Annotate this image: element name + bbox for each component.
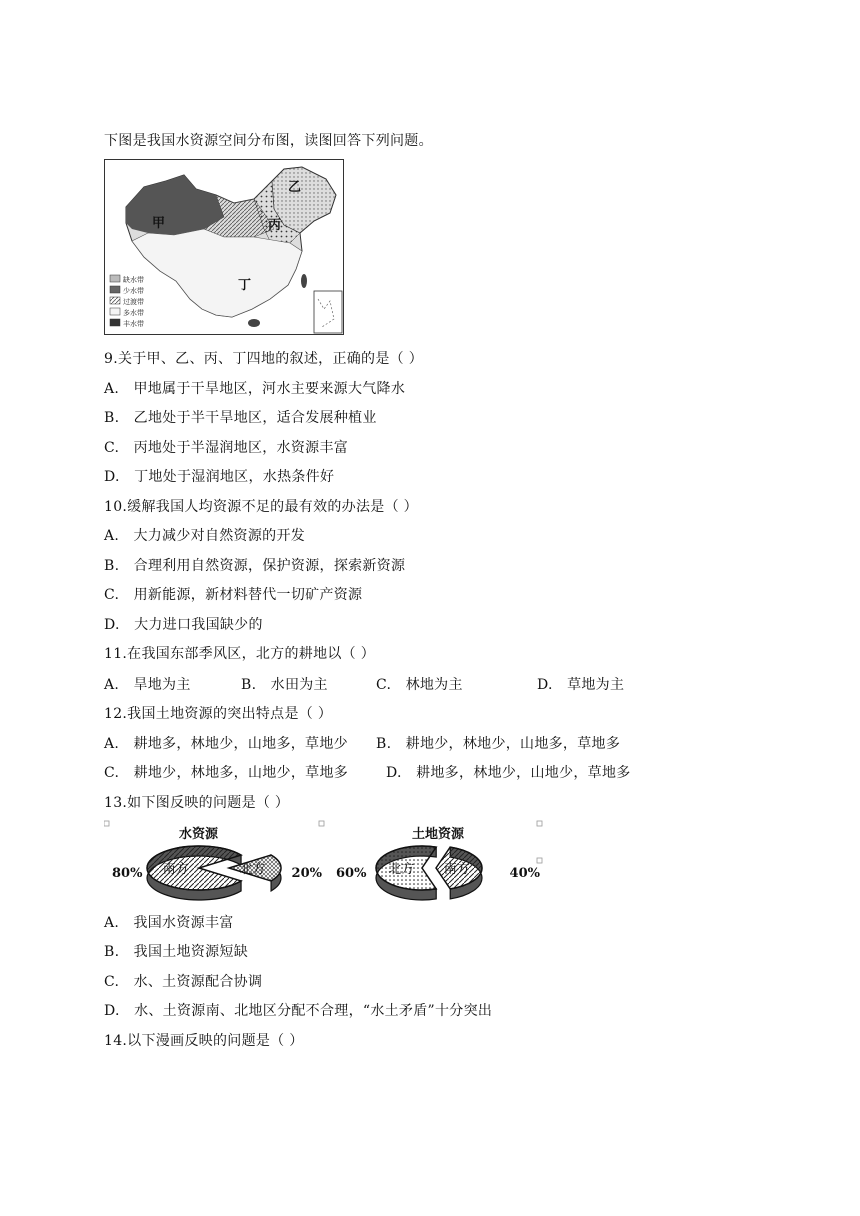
pie2-value-label-1: 40% [509,866,540,881]
pie2-category-label-0: 北方 [388,862,415,877]
q12-stem: 12.我国土地资源的突出特点是（ ） [104,706,333,722]
q14-stem: 14.以下漫画反映的问题是（ ） [104,1033,304,1049]
q12-option-a: A. 耕地多，林地少，山地多，草地少 [104,736,348,752]
legend-label-4: 丰水带 [123,320,144,328]
q10-option-c: C. 用新能源，新材料替代一切矿产资源 [104,587,363,603]
q13-option-c: C. 水、土资源配合协调 [104,974,263,990]
pie-water [112,846,323,900]
pie2-category-label-1: 南方 [443,862,470,877]
q11-option-c: C. 林地为主 [376,677,463,693]
legend-label-3: 多水带 [123,309,144,317]
pie2-value-label-0: 60% [336,866,367,881]
q11-option-d: D. 草地为主 [537,677,625,693]
pie2-title: 土地资源 [412,827,465,842]
q10-option-d: D. 大力进口我国缺少的 [104,617,263,633]
water-resource-map [104,159,344,335]
q9-option-c: C. 丙地处于半湿润地区，水资源丰富 [104,440,349,456]
q10-stem: 10.缓解我国人均资源不足的最有效的办法是（ ） [104,499,418,515]
q9-option-a: A. 甲地属于干旱地区，河水主要来源大气降水 [104,381,406,397]
q12-option-c: C. 耕地少，林地多，山地少，草地多 [104,765,349,781]
legend-label-2: 过渡带 [123,298,144,306]
q13-option-b: B. 我国土地资源短缺 [104,944,249,960]
q10-option-a: A. 大力减少对自然资源的开发 [104,528,306,544]
q12-option-b: B. 耕地少，林地少，山地多，草地多 [376,736,621,752]
map-label-bing: 丙 [268,218,282,233]
q12-option-d: D. 耕地多，林地少，山地少，草地多 [386,765,631,781]
pie1-category-label-1: 北方 [239,862,266,877]
q11-stem: 11.在我国东部季风区，北方的耕地以（ ） [104,646,376,662]
resource-pie-charts [104,818,544,908]
intro-text: 下图是我国水资源空间分布图，读图回答下列问题。 [104,133,433,149]
q9-option-d: D. 丁地处于湿润地区，水热条件好 [104,469,335,485]
q11-option-b: B. 水田为主 [241,677,328,693]
pie1-category-label-0: 南方 [162,862,189,877]
map-label-jia: 甲 [152,216,166,231]
pie-land [336,846,541,900]
legend-label-1: 少水带 [123,287,144,295]
q13-option-d: D. 水、土资源南、北地区分配不合理，“水土矛盾”十分突出 [104,1003,493,1019]
q11-option-a: A. 旱地为主 [104,677,191,693]
pie1-value-label-0: 80% [112,866,143,881]
legend-label-0: 缺水带 [123,276,144,284]
pie1-value-label-1: 20% [291,866,322,881]
q9-stem: 9.关于甲、乙、丙、丁四地的叙述，正确的是（ ） [104,351,424,367]
q9-option-b: B. 乙地处于半干旱地区，适合发展种植业 [104,410,377,426]
q10-option-b: B. 合理利用自然资源，保护资源，探索新资源 [104,558,406,574]
q13-option-a: A. 我国水资源丰富 [104,915,234,931]
map-label-yi: 乙 [288,180,302,195]
pie1-title: 水资源 [179,827,219,842]
q13-stem: 13.如下图反映的问题是（ ） [104,795,290,811]
map-label-ding: 丁 [238,278,252,293]
